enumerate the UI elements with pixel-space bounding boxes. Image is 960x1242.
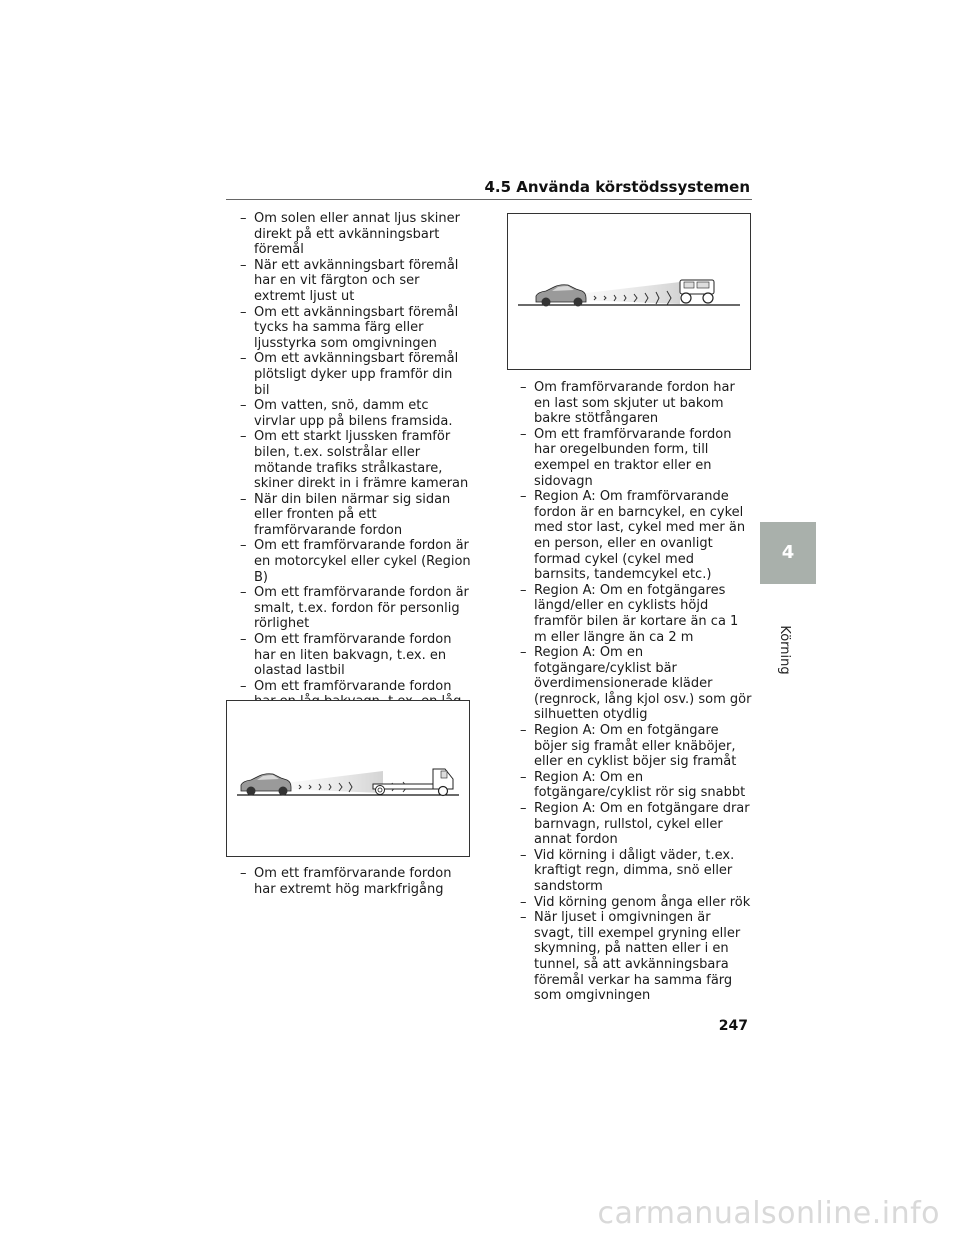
list-item: – Om framförvarande fordon har en last som skjuter ut bakom bakre stötfångaren (520, 380, 752, 427)
illustration-low-trailer-svg (227, 701, 469, 856)
illustration-high-clearance-svg (508, 214, 750, 369)
list-item: – Om ett framförvarande fordon har extremt hög markfrigång (240, 866, 472, 897)
list-item: – Vid körning genom ånga eller rök (520, 895, 752, 911)
left-column-list (240, 211, 472, 726)
illustration-high-clearance-vehicle (507, 213, 751, 370)
list-item: – När din bilen närmar sig sidan eller fronten på ett framförvarande fordon (240, 492, 472, 539)
list-item: – Om ett avkänningsbart föremål plötsligt dyker upp framför din bil (240, 351, 472, 398)
page-number: 247 (718, 1018, 748, 1034)
list-item: – Om ett starkt ljussken framför bilen, t.ex. solstrålar eller mötande trafiks strålkastare, skiner direkt in i främre kameran (240, 429, 472, 491)
section-header-title: 4.5 Använda körstödssystemen (484, 178, 750, 196)
list-item: – Om ett framförvarande fordon är smalt, t.ex. fordon för personlig rörlighet (240, 585, 472, 632)
list-item: – Om vatten, snö, damm etc virvlar upp på bilens framsida. (240, 398, 472, 429)
list-item: – Region A: Om en fotgängares längd/eller en cyklists höjd framför bilen är kortare än ca 1 m eller längre än ca 2 m (520, 583, 752, 645)
illustration-low-trailer (226, 700, 470, 857)
list-item: – När ett avkänningsbart föremål har en vit färgton och ser extremt ljust ut (240, 258, 472, 305)
list-item: – Om ett framförvarande fordon (240, 679, 472, 726)
list-item: – När ljuset i omgivningen är svagt, till exempel gryning eller skymning, på natten eller i en tunnel, så att avkänningsbara föremål verkar ha samma färg som omgivningen (520, 910, 752, 1004)
list-item: – Region A: Om en fotgängare böjer sig framåt eller knäböjer, eller en cyklist böjer sig framåt (520, 723, 752, 770)
list-item: – Region A: Om en fotgängare/cyklist bär överdimensionerade kläder (regnrock, lång kjol osv.) som gör silhuetten otydlig (520, 645, 752, 723)
left-column-list-2 (240, 866, 472, 897)
list-item: – Region A: Om en fotgängare/cyklist rör sig snabbt (520, 770, 752, 801)
list-item: – Region A: Om framförvarande fordon är en barncykel, en cykel med stor last, cykel med mer än en person, eller en ovanligt formad cykel (cykel med barnsits, tandemcykel etc.) (520, 489, 752, 583)
list-item: – Om ett framförvarande fordon har oregelbunden form, till exempel en traktor eller en sidovagn (520, 427, 752, 489)
watermark: carmanualsonline.info (597, 1196, 940, 1231)
list-item: – Om ett avkänningsbart föremål tycks ha samma färg eller ljusstyrka som omgivningen (240, 305, 472, 352)
chapter-label: Körning (777, 625, 792, 675)
chapter-number: 4 (781, 542, 795, 563)
list-item: – Om solen eller annat ljus skiner direkt på ett avkänningsbart föremål (240, 211, 472, 258)
right-column-list (520, 380, 752, 1004)
list-item: – Om ett framförvarande fordon har en liten bakvagn, t.ex. en olastad lastbil (240, 632, 472, 679)
header-divider (226, 199, 752, 200)
list-item: – Om ett framförvarande fordon är en motorcykel eller cykel (Region B) (240, 538, 472, 585)
list-item: – Vid körning i dåligt väder, t.ex. kraftigt regn, dimma, snö eller sandstorm (520, 848, 752, 895)
list-item: – Region A: Om en fotgängare drar barnvagn, rullstol, cykel eller annat fordon (520, 801, 752, 848)
